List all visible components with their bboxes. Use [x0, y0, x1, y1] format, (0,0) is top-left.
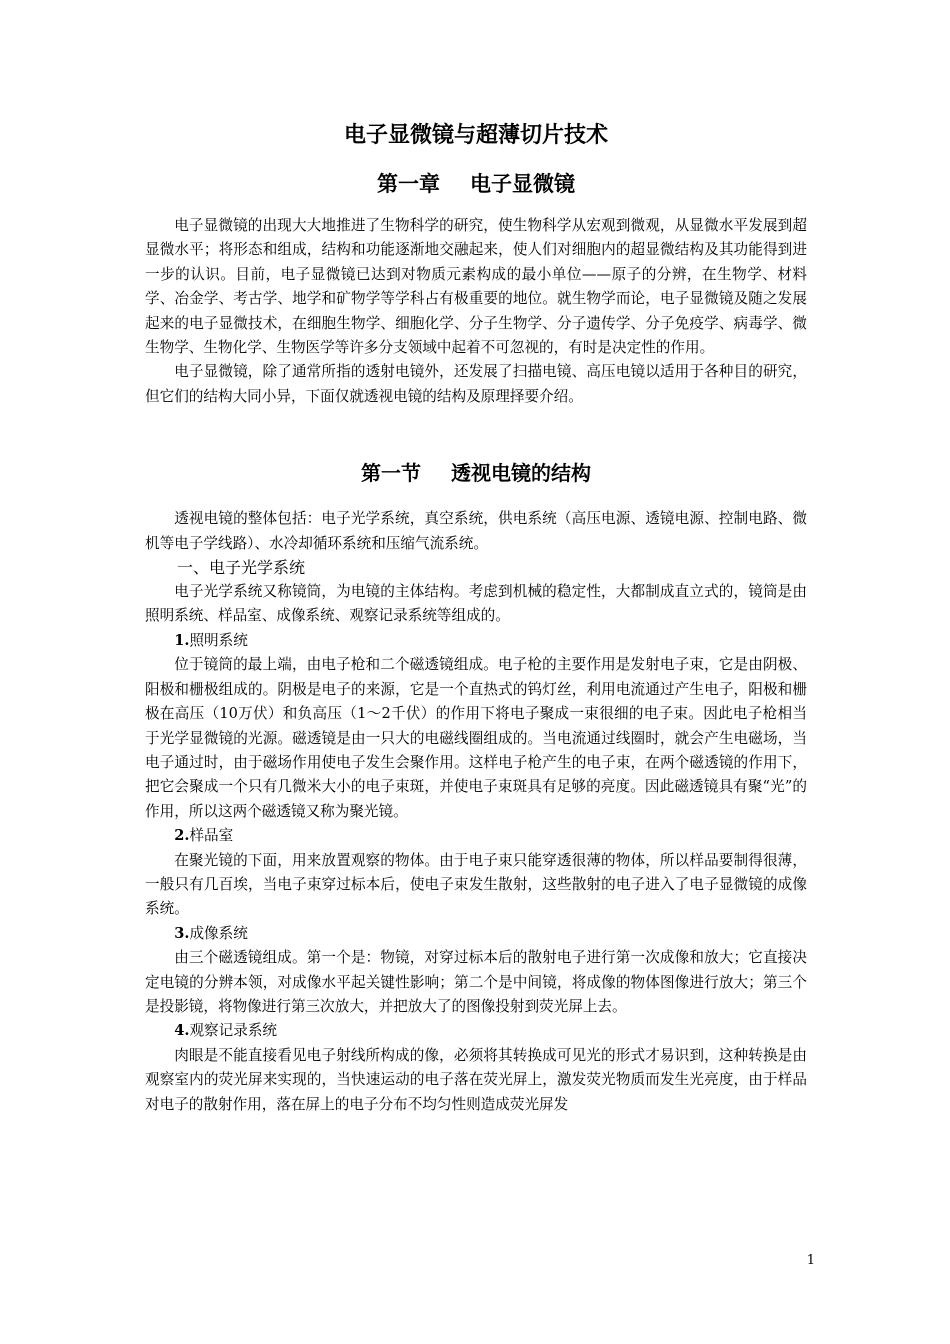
- chapter-number: 第一章: [377, 171, 440, 196]
- section-name: 透视电镜的结构: [451, 461, 591, 486]
- page-number: 1: [806, 1253, 815, 1268]
- subsection-heading: 一、电子光学系统: [177, 558, 306, 578]
- part-heading-imaging: [145, 922, 807, 946]
- page-content: [145, 118, 807, 1117]
- part-heading-lighting: [145, 629, 807, 653]
- part-number: 1.: [174, 631, 190, 649]
- chapter-title: [145, 168, 807, 200]
- part-paragraph-imaging: 由三个磁透镜组成。第一个是：物镜，对穿过标本后的散射电子进行第一次成像和放大；它直接决定电镜的分辨本领，对成像水平起关键性影响；第二个是中间镜，将成像的物体图像进行放大；第三个是投影镜，将物像进行第三次放大，并把放大了的图像投射到荧光屏上去。: [145, 949, 807, 1015]
- part-paragraph-specimen-chamber: 在聚光镜的下面，用来放置观察的物体。由于电子束只能穿透很薄的物体，所以样品要制得很薄，一般只有几百埃，当电子束穿过标本后，使电子束发生散射，这些散射的电子进入了电子显微镜的成像系统。: [145, 851, 807, 918]
- section-number: 第一节: [361, 461, 421, 486]
- part-name: 样品室: [189, 827, 234, 845]
- part-paragraph-recording: 肉眼是不能直接看见电子射线所构成的像，必须将其转换成可见光的形式才易识到，这种转换是由观察室内的荧光屏来实现的，当快速运动的电子落在荧光屏上，激发荧光物质而发生光亮度，由于样品对电子的散射作用，落在屏上的电子分布不均匀性则造成荧光屏发: [145, 1046, 807, 1113]
- part-number: 2.: [174, 827, 190, 845]
- part-number: 3.: [174, 924, 190, 942]
- part-heading-specimen-chamber: [145, 824, 807, 848]
- document-title: 电子显微镜与超薄切片技术: [343, 122, 608, 148]
- intro-paragraph-2: 电子显微镜，除了通常所指的透射电镜外，还发展了扫描电镜、高压电镜以适用于各种目的研究，但它们的结构大同小异，下面仅就透视电镜的结构及原理择要介绍。: [145, 363, 807, 405]
- section-title: [145, 457, 807, 489]
- subsection-intro-paragraph: 电子光学系统又称镜筒，为电镜的主体结构。考虑到机械的稳定性，大都制成直立式的，镜筒是由照明系统、样品室、成像系统、观察记录系统等组成的。: [145, 583, 807, 625]
- chapter-name: 电子显微镜: [470, 171, 575, 196]
- part-name: 照明系统: [189, 631, 248, 649]
- part-name: 成像系统: [189, 924, 248, 942]
- part-number: 4.: [174, 1022, 190, 1040]
- part-heading-recording: [145, 1019, 807, 1043]
- part-paragraph-lighting: 位于镜筒的最上端，由电子枪和二个磁透镜组成。电子枪的主要作用是发射电子束，它是由阴极、阳极和栅极组成的。阴极是电子的来源，它是一个直热式的钨灯丝，利用电流通过产生电子，阳极和栅极在高压（10万伏）和负高压（1～2千伏）的作用下将电子聚成一束很细的电子束。因此电子枪相当于光学显微镜的光源。磁透镜是由一只大的电磁线圈组成的。当电流通过线圈时，就会产生电磁场，当电子通过时，由于磁场作用使电子发生会聚作用。这样电子枪产生的电子束，在两个磁透镜的作用下，把它会聚成一个只有几微米大小的电子束斑，并使电子束斑具有足够的亮度。因此磁透镜具有聚“光”的作用，所以这两个磁透镜又称为聚光镜。: [145, 656, 807, 820]
- section-intro-paragraph: 透视电镜的整体包括：电子光学系统，真空系统，供电系统（高压电源、透镜电源、控制电路、微机等电子学线路）、水冷却循环系统和压缩气流系统。: [145, 510, 807, 552]
- part-name: 观察记录系统: [189, 1022, 278, 1040]
- intro-paragraph-1: 电子显微镜的出现大大地推进了生物科学的研究，使生物科学从宏观到微观，从显微水平发展到超显微水平；将形态和组成，结构和功能逐渐地交融起来，使人们对细胞内的超显微结构及其功能得到进一步的认识。目前，电子显微镜已达到对物质元素构成的最小单位——原子的分辨，在生物学、材料学、冶金学、考古学、地学和矿物学等学科占有极重要的地位。就生物学而论，电子显微镜及随之发展起来的电子显微技术，在细胞生物学、细胞化学、分子生物学、分子遗传学、分子免疫学、病毒学、微生物学、生物化学、生物医学等许多分支领域中起着不可忽视的，有时是决定性的作用。: [145, 217, 807, 357]
